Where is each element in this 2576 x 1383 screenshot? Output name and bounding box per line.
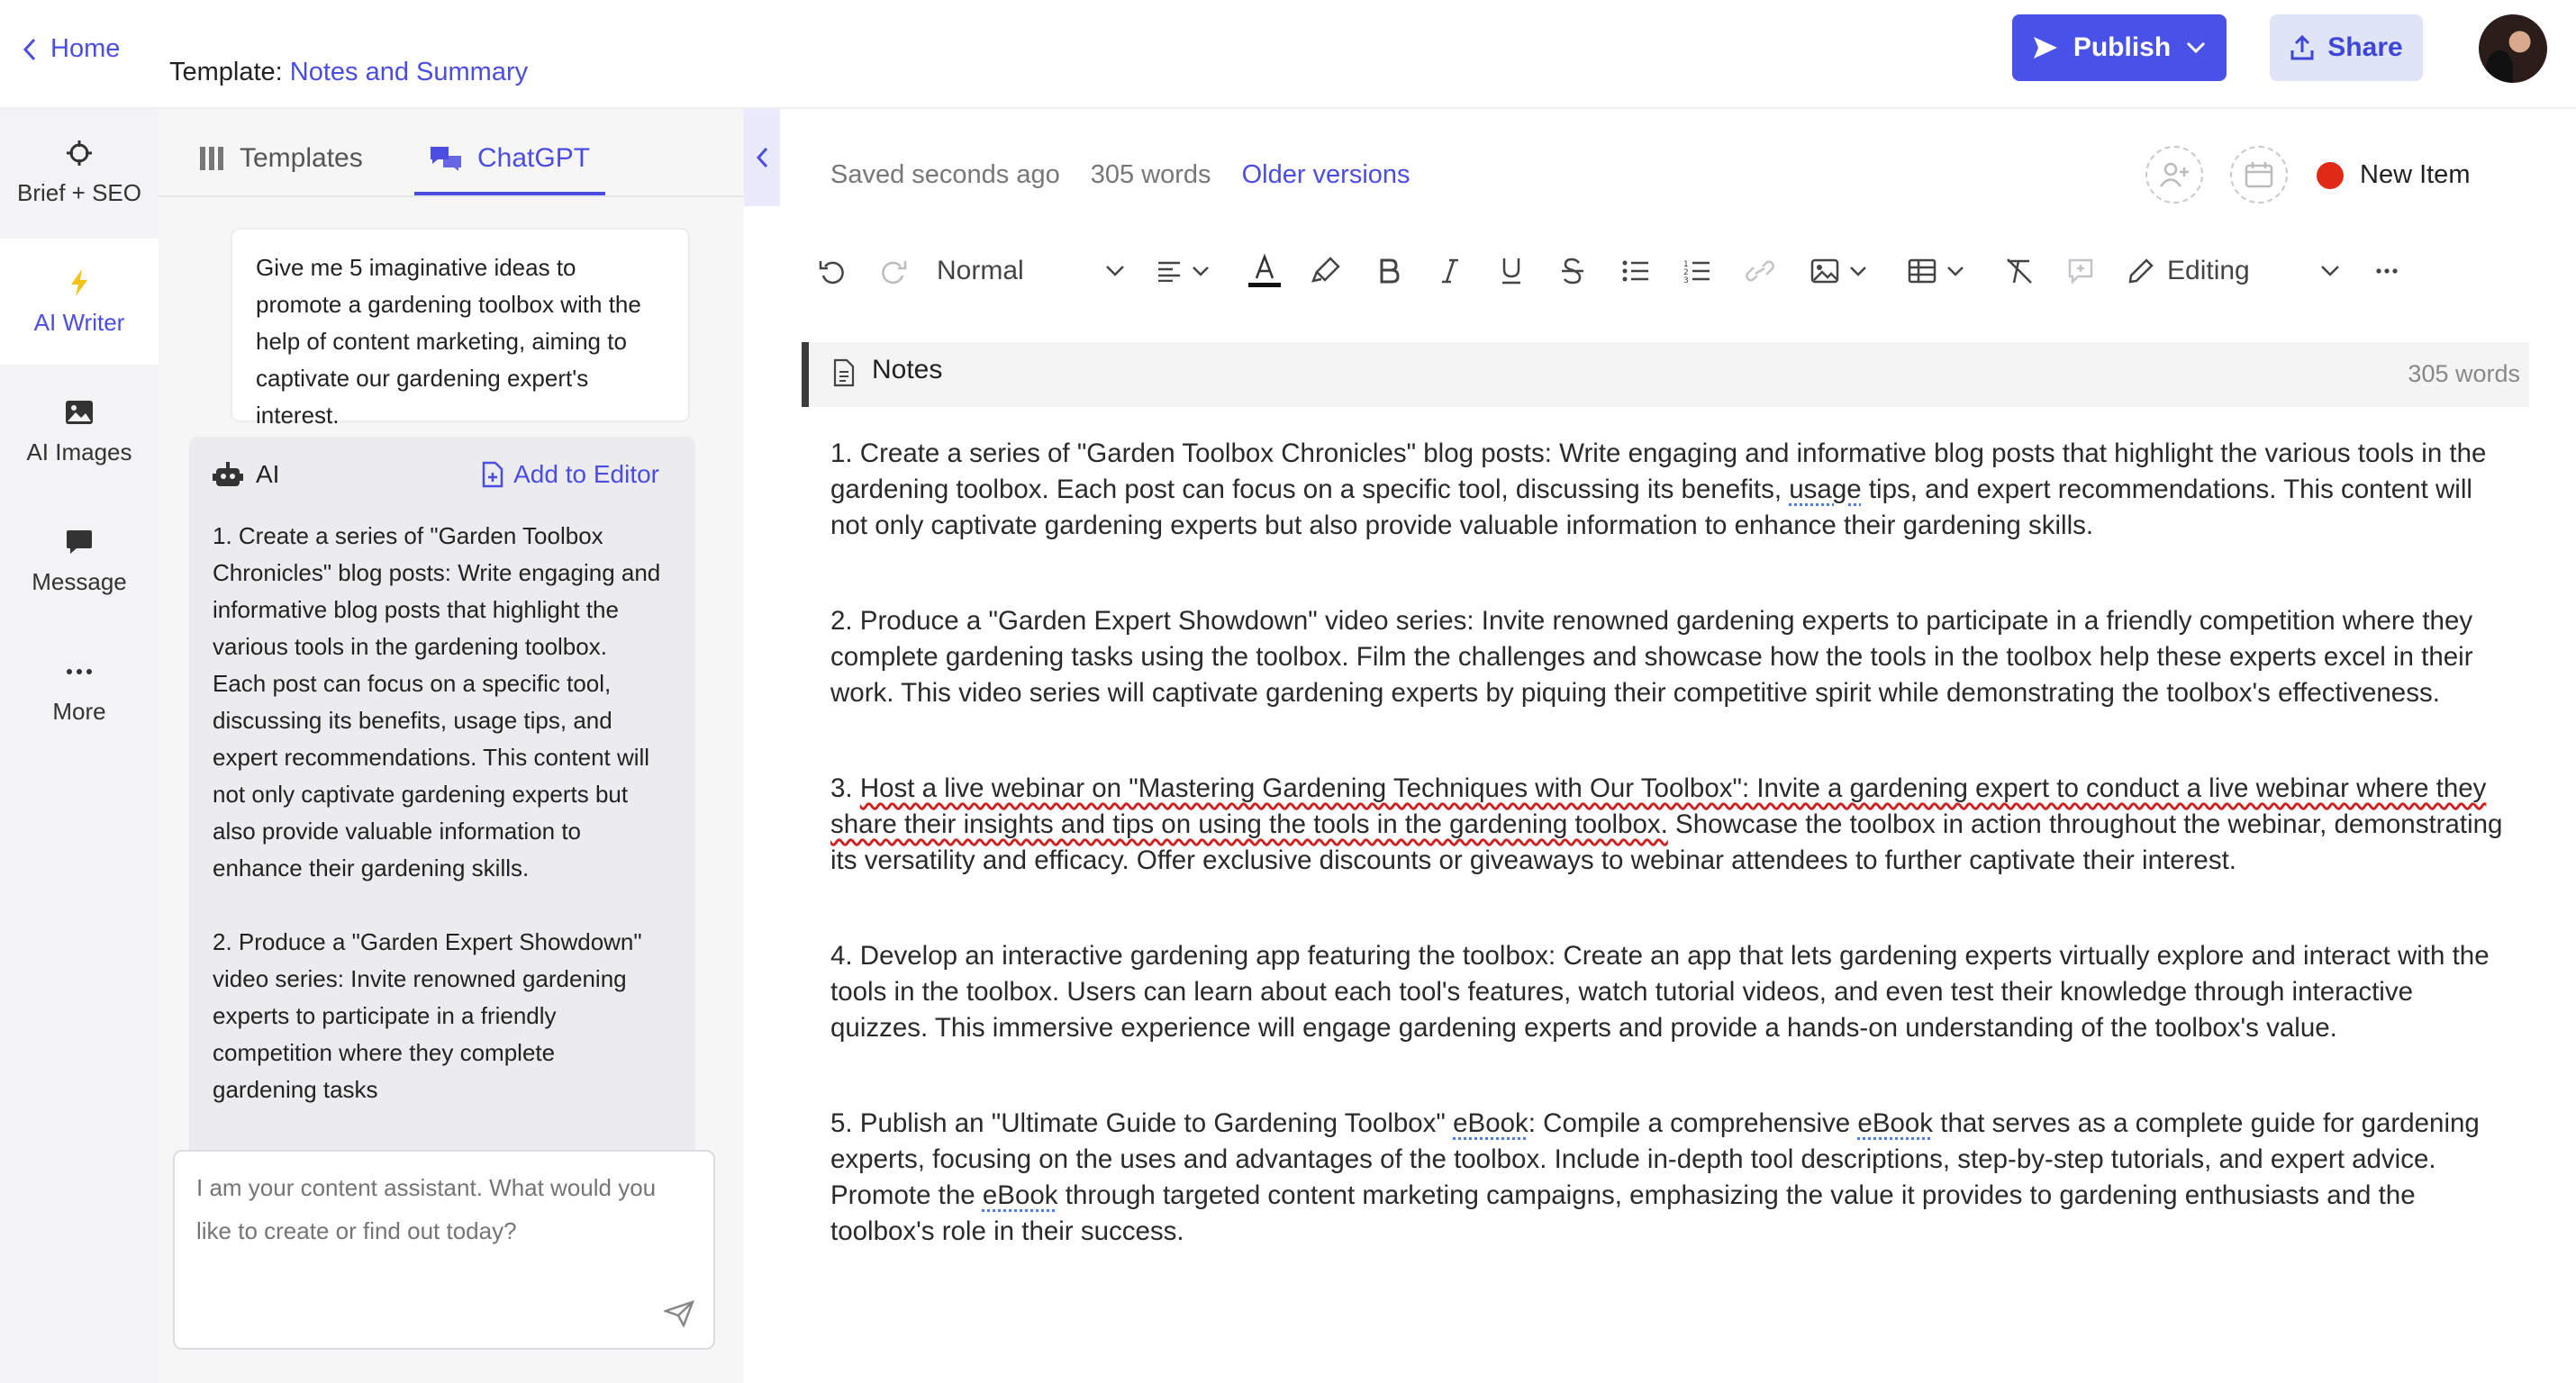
- svg-text:3: 3: [1683, 276, 1689, 284]
- send-message-button[interactable]: [661, 1296, 697, 1332]
- paragraph-text: 3.: [830, 773, 860, 803]
- robot-icon: [213, 461, 243, 488]
- suggestion-flagged-text: eBook: [1453, 1108, 1528, 1138]
- ellipsis-icon: [64, 656, 95, 687]
- templates-icon: [198, 145, 225, 172]
- paragraph-text: 4. Develop an interactive gardening app featuring the toolbox: Create an app that lets gardening experts virtually explore and interact with the tools in the toolbox. Users can learn about each tool's features, watch tutorial videos, and even test their knowledge through interactive quizzes. This immersive experience will engage gardening experts and provide a hands-on understanding of the toolbox's value.: [830, 941, 2490, 1043]
- numbered-list-button[interactable]: [1679, 243, 1715, 299]
- notes-word-count: 305 words: [2408, 360, 2520, 387]
- spellcheck-flagged-text: Host a live webinar on "Mastering Gardening Techniques with Our Toolbox": Invite a gardening expert to conduct a live webinar where they share their insights and tips on using the tools in the gardening toolbox.: [830, 773, 2487, 839]
- editor-paragraph: [830, 1106, 2506, 1250]
- template-prefix: Template:: [169, 58, 283, 86]
- add-collaborator-button[interactable]: [2145, 146, 2203, 203]
- underline-button[interactable]: [1493, 243, 1529, 299]
- template-title: [169, 58, 528, 87]
- insert-image-select[interactable]: [1803, 243, 1875, 299]
- user-avatar[interactable]: [2479, 14, 2547, 83]
- new-item-label: New Item: [2360, 160, 2471, 189]
- older-versions-link[interactable]: Older versions: [1241, 160, 1410, 189]
- editor-paragraph: [830, 436, 2506, 544]
- chevron-down-icon: [1848, 265, 1868, 277]
- schedule-button[interactable]: [2230, 146, 2288, 203]
- tab-label: ChatGPT: [477, 143, 591, 173]
- redo-icon: [879, 258, 908, 285]
- lightning-icon: [64, 267, 95, 298]
- editor-paragraph: [830, 603, 2506, 711]
- document-icon: [832, 358, 856, 387]
- add-to-editor-button[interactable]: [481, 460, 659, 489]
- editor-paragraph: [830, 938, 2506, 1046]
- tab-chatgpt[interactable]: [429, 136, 590, 181]
- top-bar: [0, 0, 2576, 109]
- editing-mode-dropdown[interactable]: [2317, 243, 2344, 299]
- svg-text:2: 2: [1683, 268, 1689, 277]
- bullet-list-button[interactable]: [1618, 243, 1654, 299]
- more-options-button[interactable]: [2369, 243, 2405, 299]
- editor-content[interactable]: [830, 436, 2506, 1309]
- clear-formatting-button[interactable]: [2001, 243, 2037, 299]
- chevron-down-icon: [1191, 265, 1211, 277]
- align-left-icon: [1156, 260, 1182, 282]
- panel-tabs: [159, 109, 744, 197]
- chat-composer: [173, 1150, 715, 1350]
- strikethrough-icon: [1560, 258, 1585, 285]
- ellipsis-icon: [2375, 267, 2399, 275]
- paragraph-text: Showcase the toolbox in action throughout the webinar, demonstrating its versatility and efficacy. Offer exclusive discounts or giveaways to webinar attendees to further captivate their interest.: [830, 809, 2503, 875]
- chevron-down-icon: [1946, 265, 1965, 277]
- text-style-select[interactable]: [937, 243, 1126, 299]
- italic-icon: [1440, 258, 1460, 285]
- rail-item-ai-writer[interactable]: [0, 239, 159, 365]
- home-link[interactable]: [22, 34, 120, 64]
- share-label: Share: [2327, 32, 2403, 62]
- user-prompt-bubble: Give me 5 imaginative ideas to promote a gardening toolbox with the help of content marketing, aiming to captivate our gardening expert's interest.: [231, 228, 690, 422]
- publish-label: Publish: [2073, 32, 2172, 62]
- image-icon: [1810, 258, 1839, 284]
- editing-mode-select[interactable]: [2127, 243, 2344, 299]
- rail-item-more[interactable]: [0, 628, 159, 754]
- align-select[interactable]: [1149, 243, 1218, 299]
- chevron-down-icon: [2319, 264, 2341, 278]
- bold-icon: [1378, 258, 1400, 285]
- assistant-panel: [159, 109, 744, 1383]
- item-status[interactable]: [2317, 160, 2470, 190]
- numbered-list-icon: [1683, 258, 1710, 284]
- notes-section-header: [802, 342, 2529, 407]
- rail-label: Message: [32, 567, 127, 595]
- editing-mode-value: Editing: [2167, 256, 2250, 285]
- rail-label: More: [52, 697, 106, 725]
- share-button[interactable]: [2270, 14, 2423, 81]
- chevron-down-icon: [2185, 41, 2207, 55]
- ai-response-text: 1. Create a series of "Garden Toolbox Chronicles" blog posts: Write engaging and informative blog posts that highlight the various tools in the gardening toolbox. Each post can focus on a specific tool, discussing its benefits, usage tips, and expert recommendations. This content will not only captivate gardening experts but also provide valuable information to enhance their gardening skills. 2. Produce a "Garden Expert Showdown" video series: Invite renowned gardening experts to participate in a friendly competition where they complete gardening tasks: [213, 522, 661, 1103]
- paragraph-text: through targeted content marketing campaigns, emphasizing the value it provides to gardening enthusiasts and the toolbox's role in their success.: [830, 1180, 2416, 1246]
- upload-icon: [2290, 34, 2315, 61]
- clear-format-icon: [2004, 258, 2035, 285]
- ai-header: [213, 460, 279, 489]
- rail-label: AI Images: [26, 438, 132, 466]
- table-icon: [1908, 258, 1937, 284]
- pencil-icon: [2127, 258, 2154, 285]
- underline-icon: [1500, 257, 1523, 285]
- status-dot: [2317, 162, 2344, 189]
- paragraph-text: that serves as a complete guide for gardening experts, focusing on the uses and advantages of the toolbox. Include in-depth tool descriptions, step-by-step tutorials, and expert advice. Promote the: [830, 1108, 2480, 1210]
- rail-item-message[interactable]: [0, 498, 159, 624]
- ai-response-card: [189, 437, 695, 1256]
- paragraph-text: : Compile a comprehensive: [1528, 1108, 1858, 1138]
- highlighter-icon: [1311, 256, 1341, 286]
- left-rail: [0, 109, 159, 1383]
- chevron-left-icon: [755, 146, 769, 169]
- notes-title: Notes: [872, 355, 943, 384]
- suggestion-flagged-text: usage: [1789, 475, 1862, 504]
- bullet-list-icon: [1622, 259, 1649, 283]
- text-style-value: Normal: [937, 256, 1024, 285]
- rail-label: AI Writer: [33, 308, 125, 336]
- publish-button[interactable]: [2012, 14, 2227, 81]
- paragraph-text: tips, and expert recommendations. This content will not only captivate gardening experts but also provide valuable information to enhance their gardening skills.: [830, 475, 2472, 540]
- editor-status: [830, 160, 1410, 190]
- active-tab-indicator: [414, 192, 605, 195]
- link-icon: [1746, 260, 1774, 282]
- add-to-editor-label: Add to Editor: [513, 460, 659, 488]
- svg-text:1: 1: [1683, 260, 1689, 269]
- calendar-icon: [2244, 160, 2274, 189]
- suggestion-flagged-text: eBook: [1857, 1108, 1934, 1138]
- strikethrough-button[interactable]: [1555, 243, 1591, 299]
- send-icon: [2032, 35, 2059, 60]
- send-icon: [664, 1300, 694, 1327]
- ai-label: AI: [256, 460, 280, 488]
- tab-label: Templates: [240, 143, 363, 173]
- chat-bubble-icon: [64, 527, 95, 557]
- chevron-down-icon: [1104, 264, 1126, 278]
- rail-item-ai-images[interactable]: [0, 368, 159, 494]
- paragraph-text: 2. Produce a "Garden Expert Showdown" video series: Invite renowned gardening experts to participate in a friendly competition where they complete gardening tasks using the toolbox. Film the challenges and showcase how the tools in the toolbox help these experts excel in their work. This video series will captivate gardening experts by piquing their competitive spirit while demonstrating the toolbox's effectiveness.: [830, 606, 2473, 708]
- word-count: 305 words: [1090, 160, 1211, 189]
- chat-bubbles-icon: [429, 145, 463, 172]
- saved-status: Saved seconds ago: [830, 160, 1060, 189]
- add-user-icon: [2158, 160, 2191, 189]
- rail-item-brief-seo[interactable]: [0, 109, 159, 235]
- tab-templates[interactable]: [198, 136, 363, 181]
- paragraph-text: 1. Create a series of "Garden Toolbox Chronicles" blog posts: Write engaging and informative blog posts that highlight the various tools in the gardening toolbox. Each post can focus on a specific tool, discussing its benefits,: [830, 438, 2487, 504]
- highlight-button[interactable]: [1308, 243, 1344, 299]
- editor-paragraph: [830, 771, 2506, 879]
- insert-table-select[interactable]: [1900, 243, 1973, 299]
- rail-label: Brief + SEO: [17, 178, 141, 206]
- link-button[interactable]: [1742, 243, 1778, 299]
- paragraph-text: 5. Publish an "Ultimate Guide to Gardening Toolbox": [830, 1108, 1454, 1138]
- undo-button[interactable]: [814, 243, 850, 299]
- text-color-button[interactable]: [1245, 243, 1284, 299]
- crosshair-icon: [64, 138, 95, 168]
- suggestion-flagged-text: eBook: [982, 1180, 1058, 1210]
- add-document-icon: [481, 461, 504, 488]
- comment-button[interactable]: [2063, 243, 2099, 299]
- home-label: Home: [50, 34, 121, 63]
- image-icon: [64, 397, 95, 428]
- italic-button[interactable]: [1432, 243, 1468, 299]
- bold-button[interactable]: [1371, 243, 1407, 299]
- collapse-panel-button[interactable]: [744, 109, 780, 206]
- redo-button[interactable]: [875, 243, 912, 299]
- template-name[interactable]: Notes and Summary: [289, 58, 529, 86]
- comment-icon: [2067, 258, 2094, 285]
- undo-icon: [818, 258, 847, 285]
- text-color-icon: [1247, 253, 1283, 289]
- chat-input[interactable]: [196, 1166, 697, 1292]
- chevron-left-icon: [22, 37, 38, 62]
